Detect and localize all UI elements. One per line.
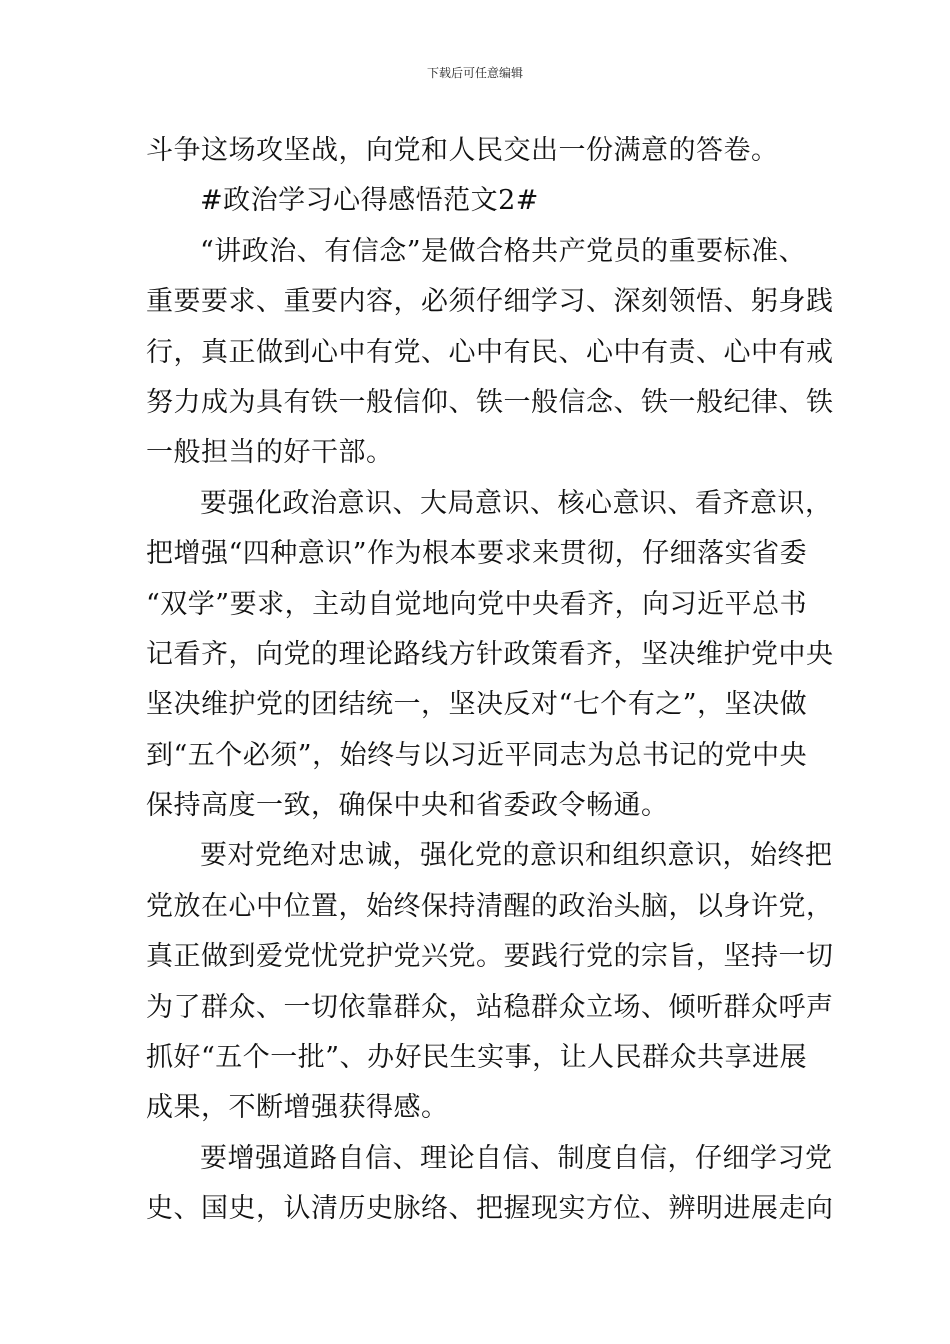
text-line: 成果，不断增强获得感。	[146, 1092, 449, 1124]
text-line: 把增强“四种意识”作为根本要求来贯彻，仔细落实省委	[146, 538, 808, 570]
text-line: 要对党绝对忠诚，强化党的意识和组织意识，始终把	[200, 840, 833, 872]
text-line: 要增强道路自信、理论自信、制度自信，仔细学习党	[200, 1142, 833, 1174]
text-line: 抓好“五个一批”、办好民生实事，让人民群众共享进展	[146, 1042, 808, 1074]
text-line: 为了群众、一切依靠群众，站稳群众立场、倾听群众呼声	[146, 991, 834, 1023]
text-line: 到“五个必须”，始终与以习近平同志为总书记的党中央	[146, 739, 808, 771]
text-line: 党放在心中位置，始终保持清醒的政治头脑，以身许党，	[146, 890, 834, 922]
text-line: 坚决维护党的团结统一，坚决反对“七个有之”，坚决做	[146, 689, 808, 721]
text-line: 保持高度一致，确保中央和省委政令畅通。	[146, 790, 669, 822]
text-line: 要强化政治意识、大局意识、核心意识、看齐意识，	[200, 487, 833, 519]
text-line: 努力成为具有铁一般信仰、铁一般信念、铁一般纪律、铁	[146, 386, 834, 418]
text-line: 史、国史，认清历史脉络、把握现实方位、辨明进展走向	[146, 1193, 834, 1225]
text-line: 记看齐，向党的理论路线方针政策看齐，坚决维护党中央	[146, 638, 834, 670]
document-body	[146, 126, 834, 1235]
page-header: 下载后可任意编辑	[426, 66, 523, 80]
text-line: 真正做到爱党忧党护党兴党。要践行党的宗旨，坚持一切	[146, 941, 834, 973]
text-line: “双学”要求，主动自觉地向党中央看齐，向习近平总书	[146, 588, 808, 620]
section-heading: #政治学习心得感悟范文2#	[200, 185, 539, 217]
text-line: 重要要求、重要内容，必须仔细学习、深刻领悟、躬身践	[146, 286, 834, 318]
text-line: “讲政治、有信念”是做合格共产党员的重要标准、	[200, 235, 807, 267]
text-line: 一般担当的好干部。	[146, 437, 394, 469]
text-line: 斗争这场攻坚战，向党和人民交出一份满意的答卷。	[146, 135, 779, 166]
text-line: 行，真正做到心中有党、心中有民、心中有责、心中有戒	[146, 336, 834, 368]
